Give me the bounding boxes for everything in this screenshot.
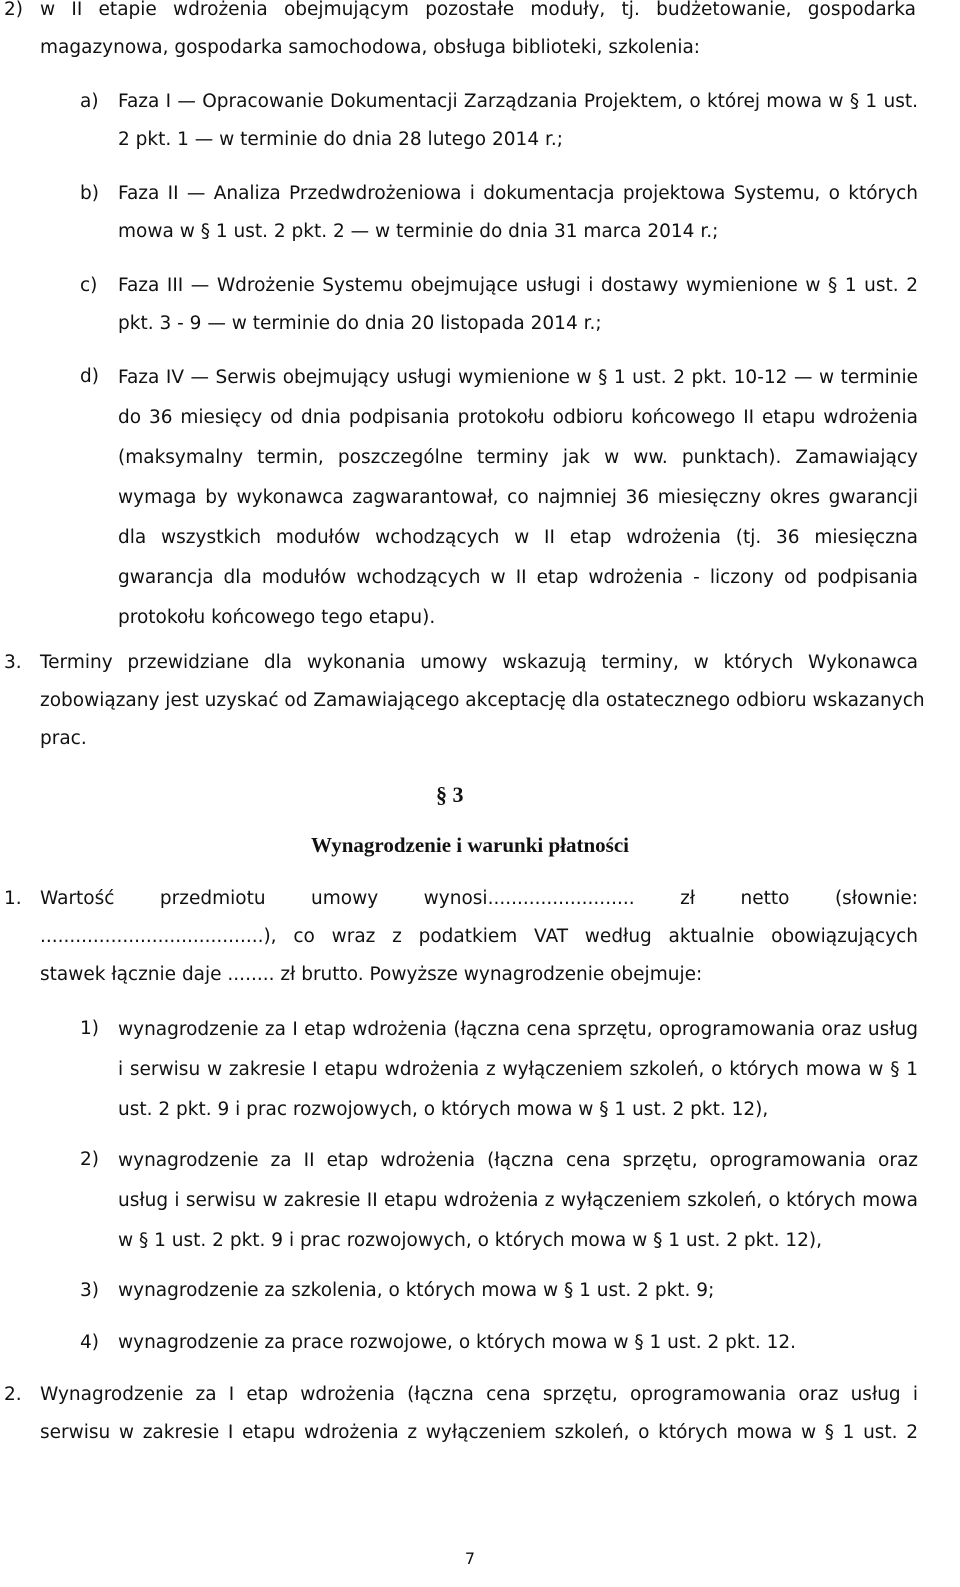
text-line: do 36 miesięcy od dnia podpisania protokołu odbioru końcowego II etapu wdrożenia: [118, 407, 918, 428]
phase-item-c: [118, 267, 918, 343]
text-line: 2 pkt. 1 — w terminie do dnia 28 lutego 2014 r.;: [118, 129, 563, 150]
text-line: Terminy przewidziane dla wykonania umowy wskazują terminy, w których Wykonawca: [40, 652, 918, 673]
text-line: pkt. 3 - 9 — w terminie do dnia 20 listopada 2014 r.;: [118, 313, 602, 334]
section-title: Wynagrodzenie i warunki płatności: [311, 833, 629, 857]
text-line: (maksymalny termin, poszczególne terminy jak w ww. punktach). Zamawiający: [118, 447, 918, 468]
payment-item-4: [118, 1324, 918, 1362]
text-line: wymaga by wykonawca zagwarantował, co najmniej 36 miesięczny okres gwarancji: [118, 487, 918, 508]
text-line: stawek łącznie daje ........ zł brutto. Powyższe wynagrodzenie obejmuje:: [40, 964, 703, 985]
list-marker: 2): [80, 1149, 99, 1170]
text-line: protokołu końcowego tego etapu).: [118, 607, 436, 628]
text-line: wynagrodzenie za szkolenia, o których mowa w § 1 ust. 2 pkt. 9;: [118, 1280, 715, 1301]
list-marker: 3): [80, 1280, 99, 1301]
text-line: dla wszystkich modułów wchodzących w II etap wdrożenia (tj. 36 miesięczna: [118, 527, 918, 548]
text-line: magazynowa, gospodarka samochodowa, obsługa biblioteki, szkolenia:: [40, 37, 701, 58]
text-line: Faza I — Opracowanie Dokumentacji Zarządzania Projektem, o której mowa w § 1 ust.: [118, 91, 918, 112]
text-line: Wartość przedmiotu umowy wynosi......................... zł netto (słownie:: [40, 888, 918, 909]
phase-item-b: [118, 175, 918, 251]
list-marker: 1): [80, 1018, 99, 1039]
text-line: gwarancja dla modułów wchodzących w II etap wdrożenia - liczony od podpisania: [118, 567, 918, 588]
page-number: 7: [464, 1549, 476, 1568]
point-3-text: [40, 644, 925, 758]
text-line: mowa w § 1 ust. 2 pkt. 2 — w terminie do dnia 31 marca 2014 r.;: [118, 221, 719, 242]
payment-item-2: [118, 1141, 918, 1261]
text-line: Wynagrodzenie za I etap wdrożenia (łączna cena sprzętu, oprogramowania oraz usług i: [40, 1384, 918, 1405]
text-line: zobowiązany jest uzyskać od Zamawiającego akceptację dla ostatecznego odbioru wskazanych: [40, 690, 925, 711]
text-line: wynagrodzenie za II etap wdrożenia (łączna cena sprzętu, oprogramowania oraz: [118, 1150, 918, 1171]
section-number: § 3: [436, 782, 464, 807]
payment-point-1-text: [40, 880, 918, 994]
text-line: w II etapie wdrożenia obejmującym pozostałe moduły, tj. budżetowanie, gospodarka: [40, 0, 916, 20]
list-marker: 4): [80, 1332, 99, 1353]
payment-item-1: [118, 1010, 918, 1130]
text-line: prac.: [40, 728, 87, 749]
text-line: serwisu w zakresie I etapu wdrożenia z wyłączeniem szkoleń, o których mowa w § 1 ust. 2: [40, 1422, 918, 1443]
text-line: Faza III — Wdrożenie Systemu obejmujące usługi i dostawy wymienione w § 1 ust. 2: [118, 275, 918, 296]
list-marker: b): [80, 183, 99, 204]
text-line: ......................................), co wraz z podatkiem VAT według aktualnie obowiązujących: [40, 926, 918, 947]
list-marker: a): [80, 91, 99, 112]
text-line: Faza II — Analiza Przedwdrożeniowa i dokumentacja projektowa Systemu, o których: [118, 183, 918, 204]
list-marker: 3.: [4, 652, 22, 673]
phase-item-a: [118, 83, 918, 159]
list-marker: 2): [4, 0, 23, 20]
text-line: i serwisu w zakresie I etapu wdrożenia z wyłączeniem szkoleń, o których mowa w § 1: [118, 1059, 918, 1080]
list-marker: 1.: [4, 888, 22, 909]
text-line: ust. 2 pkt. 9 i prac rozwojowych, o których mowa w § 1 ust. 2 pkt. 12),: [118, 1099, 769, 1120]
list-marker: d): [80, 366, 99, 387]
payment-point-2-text: [40, 1376, 918, 1452]
intro-item-text: [40, 0, 916, 67]
text-line: usług i serwisu w zakresie II etapu wdrożenia z wyłączeniem szkoleń, o których mowa: [118, 1190, 918, 1211]
phase-item-d: [118, 358, 918, 638]
list-marker: c): [80, 275, 98, 296]
text-line: Faza IV — Serwis obejmujący usługi wymienione w § 1 ust. 2 pkt. 10-12 — w terminie: [118, 367, 918, 388]
text-line: w § 1 ust. 2 pkt. 9 i prac rozwojowych, o których mowa w § 1 ust. 2 pkt. 12),: [118, 1230, 823, 1251]
text-line: wynagrodzenie za prace rozwojowe, o których mowa w § 1 ust. 2 pkt. 12.: [118, 1332, 797, 1353]
payment-item-3: [118, 1272, 918, 1310]
text-line: wynagrodzenie za I etap wdrożenia (łączna cena sprzętu, oprogramowania oraz usług: [118, 1019, 918, 1040]
list-marker: 2.: [4, 1384, 22, 1405]
